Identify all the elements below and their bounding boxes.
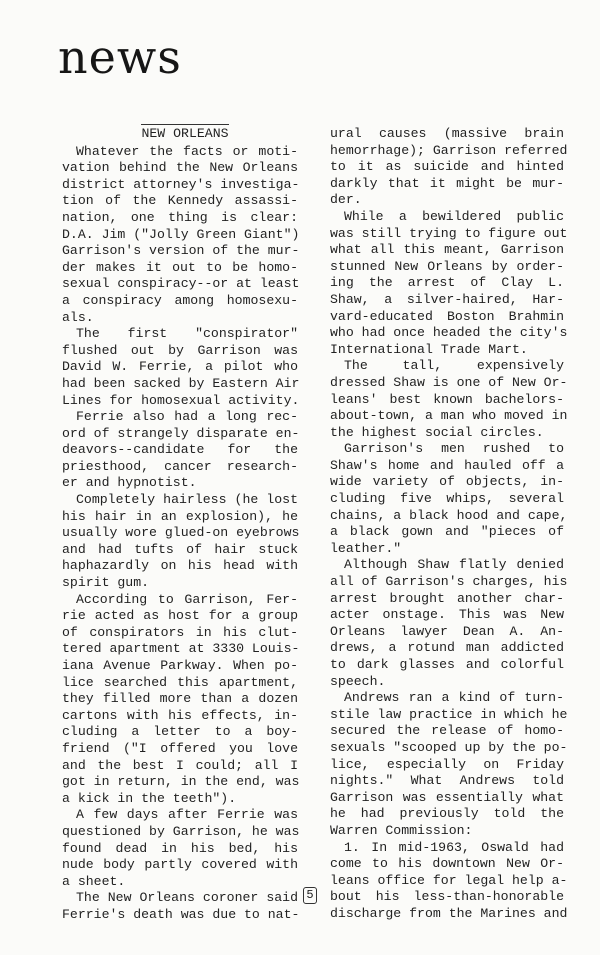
text-line: of conspirators in his clut-	[62, 624, 298, 640]
text-line: stunned New Orleans by order-	[330, 258, 564, 274]
text-line: got in return, in the end, was	[62, 774, 300, 790]
text-line: 1. In mid-1963, Oswald had	[344, 839, 564, 855]
text-line: secured the release of homo-	[330, 723, 564, 739]
text-line: leather."	[330, 540, 402, 556]
text-line: had been sacked by Eastern Air	[62, 375, 300, 391]
text-line: sexuals "scooped up by the po-	[330, 739, 568, 755]
text-line: Completely hairless (he lost	[76, 492, 298, 508]
text-line: spirit gum.	[62, 575, 150, 591]
text-line: Orleans lawyer Dean A. An-	[330, 623, 564, 639]
text-line: D.A. Jim ("Jolly Green Giant")	[62, 226, 300, 242]
text-line: als.	[62, 309, 94, 325]
text-line: Ferrie's death was due to nat-	[62, 906, 300, 922]
text-line: The New Orleans coroner said	[76, 890, 298, 906]
text-line: deavors--candidate for the	[62, 442, 298, 458]
text-line: According to Garrison, Fer-	[76, 591, 298, 607]
text-line: haphazardly on his head with	[62, 558, 298, 574]
text-line: and the best I could; all I	[62, 757, 298, 773]
text-line: all of Garrison's charges, his	[330, 574, 568, 590]
text-line: usually wore glued-on eyebrows	[62, 525, 300, 541]
text-line: come to his downtown New Or-	[330, 856, 564, 872]
text-line: dressed Shaw is one of New Or-	[330, 374, 568, 390]
text-line: chains, a black hood and cape,	[330, 507, 568, 523]
text-line: a conspiracy among homosexu-	[62, 292, 298, 308]
text-line: der makes it out to be homo-	[62, 259, 298, 275]
text-line: district attorney's investiga-	[62, 176, 300, 192]
text-line: leans office for legal help a-	[330, 872, 568, 888]
text-line: and had tufts of hair stuck	[62, 541, 298, 557]
text-line: ural causes (massive brain	[330, 126, 564, 141]
text-line: vard-educated Boston Brahmin	[330, 308, 564, 324]
text-line: iana Avenue Parkway. When po-	[62, 658, 298, 673]
text-line: the highest social circles.	[330, 424, 544, 440]
text-line: a black gown and "pieces of	[330, 524, 564, 540]
text-line: speech.	[330, 673, 386, 689]
text-line: tion of the Kennedy assassi-	[62, 193, 298, 209]
text-line: arrest brought another char-	[330, 590, 564, 606]
text-line: flushed out by Garrison was	[62, 342, 298, 358]
text-line: bout his less-than-honorable	[330, 889, 564, 905]
text-line: rie acted as host for a group	[62, 608, 298, 624]
text-line: found dead in his bed, his	[62, 840, 298, 856]
dateline: NEW ORLEANS	[141, 126, 229, 141]
text-line: his hair in an explosion), he	[62, 508, 298, 524]
text-line: cartons with his effects, in-	[62, 707, 298, 723]
text-line: nights." What Andrews told	[330, 773, 564, 789]
text-line: drews, a rotund man addicted	[330, 640, 564, 656]
text-line: Shaw's home and hauled off a	[330, 457, 564, 473]
text-line: The first "conspirator"	[76, 326, 298, 342]
text-line: leans' best known bachelors-	[330, 391, 564, 407]
text-line: A few days after Ferrie was	[76, 807, 298, 823]
text-line: David W. Ferrie, a pilot who	[62, 359, 298, 375]
right-column-text	[330, 126, 568, 923]
text-line: Although Shaw flatly denied	[344, 557, 564, 573]
text-line: cluding a letter to a boy-	[62, 724, 298, 740]
text-line: a sheet.	[62, 873, 126, 889]
text-line: what all this meant, Garrison	[330, 242, 564, 258]
left-column-text	[62, 144, 298, 924]
text-line: wide variety of objects, in-	[330, 474, 564, 490]
text-line: Lines for homosexual activity.	[62, 392, 300, 408]
text-line: priesthood, cancer research-	[62, 458, 298, 474]
text-line: acter onstage. This was New	[330, 607, 564, 623]
text-line: sexual conspiracy--or at least	[62, 276, 300, 292]
text-line: tered apartment at 3330 Louis-	[62, 641, 300, 657]
text-line: darkly that it might be mur-	[330, 175, 564, 191]
text-line: questioned by Garrison, he was	[62, 823, 300, 839]
text-line: nation, one thing is clear:	[62, 209, 298, 225]
text-line: vation behind the New Orleans	[62, 160, 298, 176]
text-line: International Trade Mart.	[330, 341, 528, 357]
text-line: was still trying to figure out	[330, 225, 568, 241]
text-line: Warren Commission:	[330, 822, 473, 838]
text-line: The tall, expensively	[344, 358, 564, 374]
text-line: Andrews ran a kind of turn-	[344, 690, 564, 706]
text-line: Garrison's version of the mur-	[62, 243, 300, 259]
text-line: friend ("I offered you love	[62, 740, 298, 756]
article-column-right	[330, 126, 568, 923]
text-line: cluding five whips, several	[330, 491, 564, 507]
text-line: lice searched this apartment,	[62, 674, 298, 690]
text-line: a kick in the teeth").	[62, 790, 237, 806]
text-line: they filled more than a dozen	[62, 691, 298, 707]
text-line: der.	[330, 192, 362, 208]
text-line: Garrison's men rushed to	[344, 441, 564, 457]
text-line: lice, especially on Friday	[330, 756, 564, 772]
text-line: discharge from the Marines and	[330, 905, 568, 921]
text-line: Ferrie also had a long rec-	[76, 409, 298, 425]
text-line: to it as suicide and hinted	[330, 159, 564, 175]
text-line: ing the arrest of Clay L.	[330, 275, 564, 291]
text-line: Shaw, a silver-haired, Har-	[330, 291, 564, 307]
text-line: ord of strangely disparate en-	[62, 425, 300, 441]
text-line: nude body partly covered with	[62, 857, 298, 873]
text-line: stile law practice in which he	[330, 706, 568, 722]
text-line: Garrison was essentially what	[330, 789, 564, 805]
text-line: Whatever the facts or moti-	[76, 143, 298, 159]
article-column-left	[62, 126, 298, 924]
text-line: to dark glasses and colorful	[330, 657, 564, 672]
page-number: 5	[303, 887, 317, 904]
section-title: news	[58, 30, 182, 84]
text-line: about-town, a man who moved in	[330, 408, 568, 424]
text-line: he had previously told the	[330, 806, 564, 822]
text-line: While a bewildered public	[344, 208, 564, 224]
text-line: er and hypnotist.	[62, 475, 197, 491]
text-line: hemorrhage); Garrison referred	[330, 142, 568, 158]
text-line: who had once headed the city's	[330, 325, 568, 341]
